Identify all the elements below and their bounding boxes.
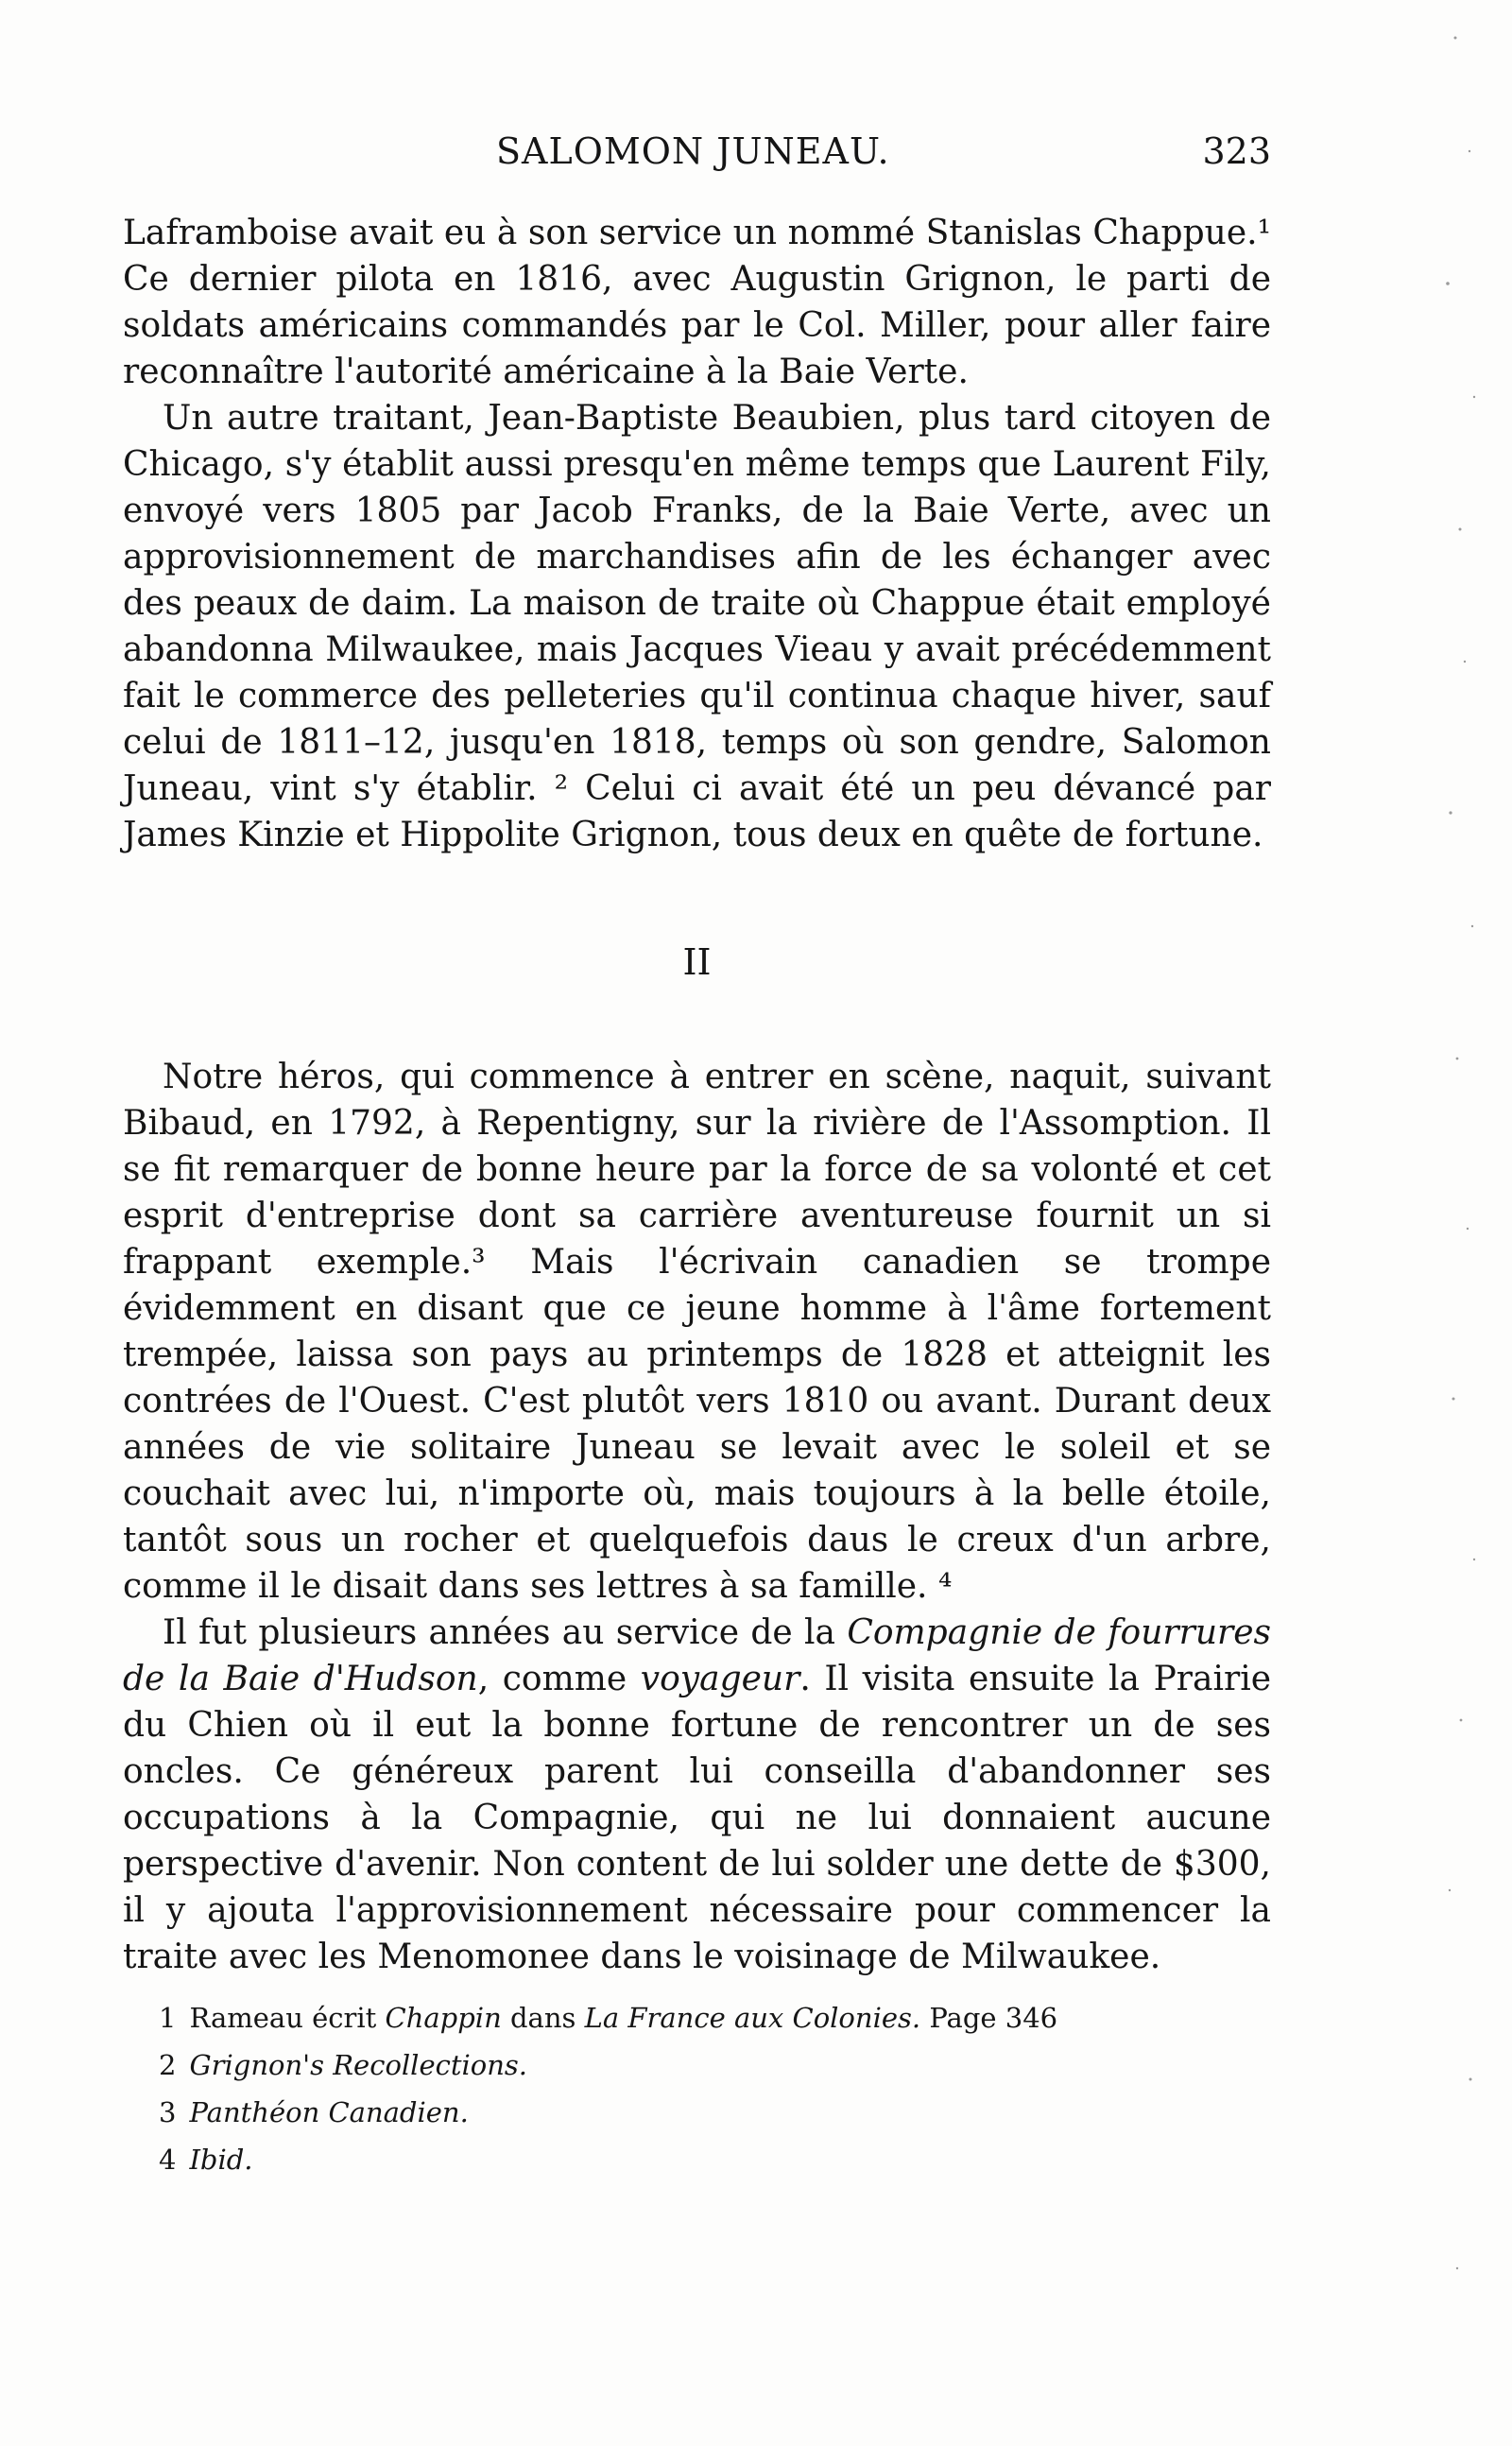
footnote-number: 2 — [159, 2049, 177, 2081]
footnote-text: Panthéon Canadien. — [189, 2096, 469, 2128]
footnote-3 — [159, 2089, 1198, 2136]
page-header — [123, 130, 1271, 187]
scan-edge-specks — [1436, 0, 1512, 2446]
paragraph-4 — [123, 1610, 1271, 1980]
paragraph-3: Notre héros, qui commence à entrer en scène, naquit, suivant Bibaud, en 1792, à Repentigny, sur la rivière de l'Assomption. Il se fit remarquer de bonne heure par la force de sa volonté et cet esprit d'entreprise dont sa carrière aventureuse fournit un si frappant exemple.³ Mais l'écrivain canadien se trompe évidemment en disant que ce jeune homme à l'âme fortement trempée, laissa son pays au printemps de 1828 et atteignit les contrées de l'Ouest. C'est plutôt vers 1810 ou avant. Durant deux années de vie solitaire Juneau se levait avec le soleil et se couchait avec lui, n'importe où, mais toujours à la belle étoile, tantôt sous un rocher et quelquefois daus le creux d'un arbre, comme il le disait dans ses lettres à sa famille. ⁴ — [123, 1058, 1271, 1606]
footnotes — [159, 1994, 1198, 2183]
voyageur-italic: voyageur — [640, 1660, 800, 1698]
paragraph-2: Un autre traitant, Jean-Baptiste Beaubien, plus tard citoyen de Chicago, s'y établit aussi presqu'en même temps que Laurent Fily, envoyé vers 1805 par Jacob Franks, de la Baie Verte, avec un approvisionnement de marchandises afin de les échanger avec des peaux de daim. La maison de traite où Chappue était employé abandonna Milwaukee, mais Jacques Vieau y avait précédemment fait le commerce des pelleteries qu'il continua chaque hiver, sauf celui de 1811–12, jusqu'en 1818, temps où son gendre, Salomon Juneau, vint s'y établir. ² Celui ci avait été un peu dévancé par James Kinzie et Hippolite Grignon, tous deux en quête de fortune. — [123, 399, 1271, 854]
page-number: 323 — [1202, 130, 1271, 172]
paragraph-4-text-3: . Il visita ensuite la Prairie du Chien où il eut la bonne fortune de rencontrer un de ses oncles. Ce généreux parent lui conseilla d'abandonner ses occupations à la Compagnie, qui ne lui donnaient aucune perspective d'avenir. Non content de lui solder une dette de $300, il y ajouta l'approvisionnement nécessaire pour commencer la traite avec les Menomonee dans le voisinage de Milwaukee. — [123, 1660, 1272, 1976]
footnote-number: 1 — [159, 2002, 177, 2034]
footnote-4 — [159, 2136, 1198, 2183]
body-text — [123, 210, 1271, 1980]
paragraph-4-text-1: Il fut plusieurs années au service de la — [163, 1613, 848, 1652]
footnote-text: dans — [501, 2002, 585, 2034]
footnote-1 — [159, 1994, 1198, 2041]
running-title: SALOMON JUNEAU. — [496, 130, 890, 172]
footnote-italic: La France aux Colonies. — [584, 2002, 921, 2034]
footnote-2 — [159, 2041, 1198, 2089]
footnote-text: Grignon's Recollections. — [189, 2049, 528, 2081]
footnote-text: Page 346 — [920, 2002, 1058, 2034]
paragraph-1: Laframboise avait eu à son service un nommé Stanislas Chappue.¹ Ce dernier pilota en 1816, avec Augustin Grignon, le parti de soldats américains commandés par le Col. Miller, pour aller faire reconnaître l'autorité américaine à la Baie Verte. — [123, 214, 1271, 391]
footnote-number: 3 — [159, 2096, 177, 2128]
footnote-italic: Chappin — [385, 2002, 502, 2034]
company-name-italic: Compagnie de fourrures de la Baie d'Hudson — [123, 1613, 1271, 1698]
paragraph-4-text-2: , comme — [477, 1660, 641, 1698]
footnote-text: Rameau écrit — [189, 2002, 386, 2034]
section-numeral: II — [682, 941, 712, 983]
footnote-text: Ibid. — [189, 2144, 253, 2176]
footnote-number: 4 — [159, 2144, 177, 2176]
